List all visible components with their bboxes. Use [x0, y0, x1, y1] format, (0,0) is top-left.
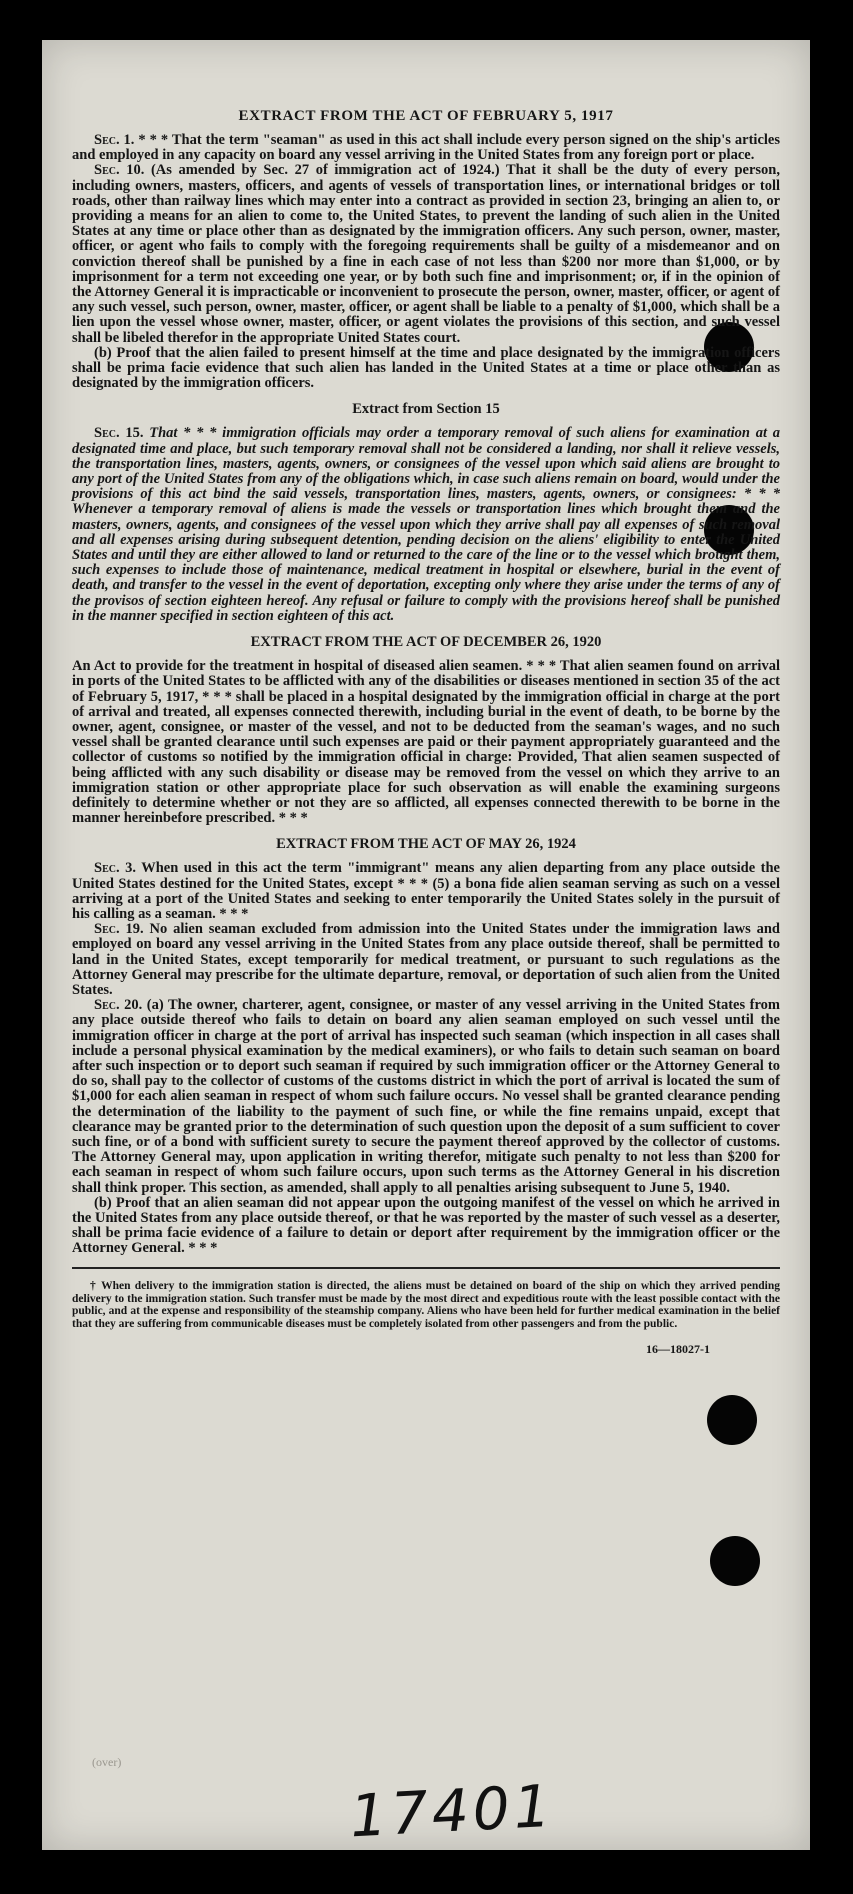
document-body: [72, 108, 780, 1357]
section-10-paragraph: [72, 163, 780, 345]
section-10b-paragraph: (b) Proof that the alien failed to present himself at the time and place designated by the immigration officers shall be prima facie evidence that such alien has landed in the United States at a time or place other than as designated by the immigration officers.: [72, 344, 780, 392]
act-1920-paragraph: An Act to provide for the treatment in hospital of diseased alien seamen. * * * That alien seamen found on arrival in ports of the United States to be afflicted with any of the disabilities or diseases mentioned in section 35 of the act of February 5, 1917, * * * shall be placed in a hospital designated by the immigration official in charge at the port of arrival and treated, all expenses connected therewith, including burial in the event of death, to be borne by the owner, agent, consignee, or master of the vessel, and not to be deducted from the seaman's wages, and no such vessel shall be granted clearance until such expenses are paid or their payment appropriately guaranteed and the collector of customs so notified by the immigration official in charge: Provided, That alien seamen suspected of being afflicted with any such disability or disease may be removed from the vessel on which they arrive to an immigration station or other appropriate place for such observation as will enable the examining surgeons definitely to determine whether or not they are so afflicted, all expenses connected therewith to be borne in the manner hereinbefore prescribed. * * *: [72, 658, 780, 827]
sec-10-label: Sec. 10.: [94, 162, 145, 179]
footnote-divider: [72, 1267, 780, 1269]
sec-15-text: That * * * immigration officials may order a temporary removal of such aliens for examination at a designated time and place, but such temporary removal shall not be considered a landing, nor shall it relieve vessels, the transportation lines, masters, agents, owners, or consignees of the vessel upon which said aliens are brought to any port of the United States from any of the obligations which, in case such aliens remain on board, would under the provisions of this act bind the said vessels, transportation lines, masters, agents, owners, or consignees: * * * Whenever a temporary removal of aliens is made the vessels or transportation lines which brought them and the masters, owners, agents, and consignees of the vessel upon which they arrive shall pay all expenses of such removal and all expenses arising during subsequent detention, pending decision on the aliens' eligibility to enter the United States and until they are either allowed to land or returned to the care of the line or to the vessel which brought them, such expenses to include those of maintenance, medical treatment in hospital or elsewhere, burial in the event of death, and transfer to the vessel in the event of deportation, excepting only where they arise under the terms of any of the provisos of section eighteen hereof. Any refusal or failure to comply with the provisions hereof shall be punished in the manner specified in section eighteen of this act.: [72, 425, 780, 624]
form-number: 16—18027-1: [646, 1341, 710, 1356]
footnote: † When delivery to the immigration station is directed, the aliens must be detained on board of the ship on which they arrived pending delivery to the immigration station. Such transfer must be made by the most direct and expeditious route with the least possible contact with the public, and at the expense and responsibility of the steamship company. Aliens who have been held for further medical examination in the belief that they are suffering from communicable diseases must be completely isolated from other passengers and from the public.: [72, 1280, 780, 1330]
sec-20-label: Sec. 20.: [94, 997, 143, 1014]
section-15-paragraph: [72, 426, 780, 624]
section-19-paragraph: [72, 922, 780, 998]
section-20b-paragraph: (b) Proof that an alien seaman did not appear upon the outgoing manifest of the vessel on which he arrived in the United States from any place outside thereof, or that he was reported by the master of such vessel as a deserter, shall be prima facie evidence of a failure to detain or deport after requirement by the immigration officer or the Attorney General. * * *: [72, 1194, 780, 1257]
sec-20-text: (a) The owner, charterer, agent, consignee, or master of any vessel arriving in the United States from any place outside thereof who fails to detain on board any alien seaman employed on such vessel until the immigration officer in charge at the port of arrival has inspected such seaman (which inspection in all cases shall include a personal physical examination by the medical examiners), or who fails to detain such seaman on board after such inspection or to deport such seaman if required by such immigration officer or the Attorney General to do so, shall pay to the collector of customs of the customs district in which the port of arrival is located the sum of $1,000 for each alien seaman in respect of whom such failure occurs. No vessel shall be granted clearance pending the determination of the liability to the payment of such fine, or while the fine remains unpaid, except that clearance may be granted prior to the determination of such question upon the deposit of a sum sufficient to cover such fine, or of a bond with sufficient surety to secure the payment thereof approved by the collector of customs. The Attorney General may, upon application in writing therefor, mitigate such penalty to not less than $200 for each seaman in respect of whom such failure occurs, upon such terms as the Attorney General in his discretion shall think proper. This section, as amended, shall apply to all penalties arising subsequent to June 5, 1940.: [72, 997, 780, 1196]
punch-hole-3: [707, 1395, 757, 1445]
punch-hole-4: [710, 1536, 760, 1586]
sec-3-label: Sec. 3.: [94, 860, 136, 877]
faint-stamp: (over): [92, 1755, 122, 1769]
section-20-paragraph: [72, 998, 780, 1196]
heading-section-15: Extract from Section 15: [352, 401, 500, 418]
section-1-paragraph: [72, 133, 780, 163]
heading-feb-1917: EXTRACT FROM THE ACT OF FEBRUARY 5, 1917: [238, 108, 614, 124]
section-3-paragraph: [72, 861, 780, 922]
document-page: [42, 40, 810, 1850]
heading-dec-1920: EXTRACT FROM THE ACT OF DECEMBER 26, 1920: [250, 634, 602, 651]
sec-19-label: Sec. 19.: [94, 921, 144, 938]
sec-1-label: Sec. 1.: [94, 132, 135, 148]
sec-15-label: Sec. 15.: [94, 425, 144, 442]
sec-3-text: When used in this act the term "immigrant" means any alien departing from any place outside the United States destined for the United States, except * * * (5) a bona fide alien seaman serving as such on a vessel arriving at a port of the United States and seeking to enter temporarily the United States solely in the pursuit of his calling as a seaman. * * *: [72, 860, 780, 922]
sec-1-text: * * * That the term "seaman" as used in this act shall include every person signed on the ship's articles and employed in any capacity on board any vessel arriving in the United States from any foreign port or place.: [72, 132, 780, 164]
handwritten-file-number: 17401: [348, 1771, 557, 1851]
heading-may-1924: EXTRACT FROM THE ACT OF MAY 26, 1924: [276, 836, 576, 853]
sec-10-text: (As amended by Sec. 27 of immigration act of 1924.) That it shall be the duty of every person, including owners, masters, officers, and agents of vessels of transportation lines, or international bridges or toll roads, other than railway lines which may enter into a contract as provided in section 23, bringing an alien to, or providing a means for an alien to come to, the United States, to prevent the landing of such alien in the United States at any time or place other than as designated by the immigration officers. Any such person, owner, master, officer, or agent who fails to comply with the foregoing requirements shall be guilty of a misdemeanor and on conviction thereof shall be punished by a fine in each case of not less than $200 nor more than $1,000, or by imprisonment for a term not exceeding one year, or by both such fine and imprisonment; or, if in the opinion of the Attorney General it is impracticable or inconvenient to prosecute the person, owner, master, officer, or agent of any such vessel, such person, owner, master, officer, or agent shall be liable to a penalty of $1,000, which shall be a lien upon the vessel whose owner, master, officer, or agent violates the provisions of this section, and such vessel shall be libeled therefor in the appropriate United States court.: [72, 162, 780, 346]
sec-19-text: No alien seaman excluded from admission into the United States under the immigration laws and employed on board any vessel arriving in the United States from any place outside thereof, shall be permitted to land in the United States, except temporarily for medical treatment, or pursuant to such regulations as the Attorney General may prescribe for the ultimate departure, removal, or deportation of such alien from the United States.: [72, 921, 780, 998]
